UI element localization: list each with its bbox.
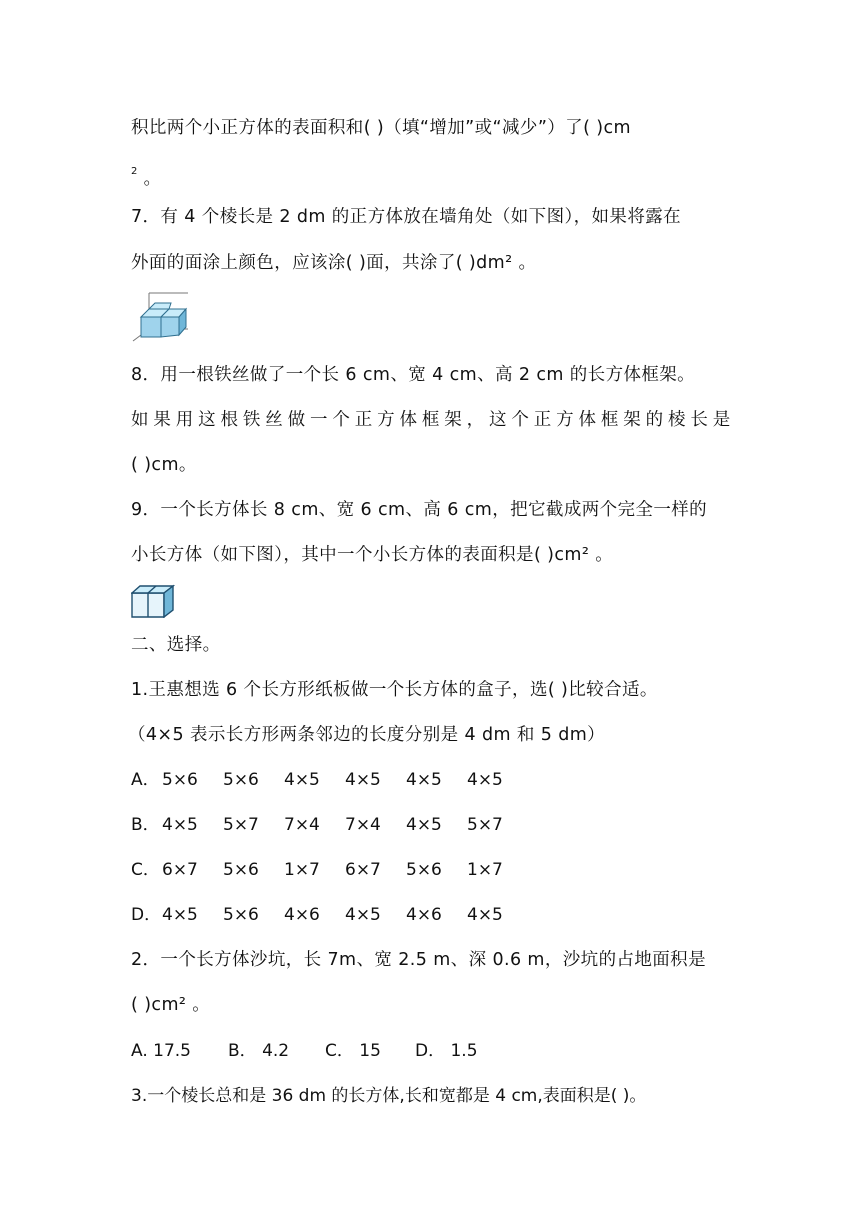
q8-char: 丝 [265,410,284,430]
option-item: 7×4 [345,815,381,835]
option-item: 5×7 [223,815,259,835]
q8-line-1: 8．用一根铁丝做了一个长 6 cm、宽 4 cm、高 2 cm 的长方体框架。 [131,365,696,385]
option-item: 7×4 [284,815,320,835]
q7-line-2: 外面的面涂上颜色，应该涂( )面，共涂了( )dm² 。 [131,253,537,273]
option-item: 4×5 [345,770,381,790]
option-item: 4×6 [284,905,320,925]
q6-superscript: 2 [131,166,138,177]
option-item: 1×7 [284,860,320,880]
option-label: A． [131,770,160,790]
option-item: 4×5 [162,815,198,835]
q6-text-line [131,116,631,140]
option-item: 6×7 [345,860,381,880]
q8-char: 用 [175,410,194,430]
q8-char: 架 [444,410,463,430]
q8-char: 如 [131,410,149,430]
option-item: A. 17.5 [131,1041,191,1061]
option-item: 6×7 [162,860,198,880]
option-item: 4×5 [406,815,442,835]
option-item: 4×5 [467,770,503,790]
q8-char: 这 [489,410,507,430]
q8-char: 方 [377,410,396,430]
option-item: 5×6 [406,860,442,880]
q6-period: 。 [143,169,161,189]
c2-line-1: 2．一个长方体沙坑，长 7m、宽 2.5 m、深 0.6 m，沙坑的占地面积是 [131,950,706,970]
wall-corner-cubes-figure [131,291,191,343]
q8-char: 做 [287,410,306,430]
q6-text: 积比两个小正方体的表面积和( )（填“增加”或“减少”）了( )cm [131,118,631,138]
q8-char: 是 [712,410,731,430]
c1-line-2: （4×5 表示长方形两条邻边的长度分别是 4 dm 和 5 dm） [128,725,606,745]
option-label: B． [131,815,160,835]
section-heading: 二、选择。 [131,635,221,655]
option-item: C． 15 [325,1041,381,1061]
split-cuboid-figure [131,584,175,618]
option-item: 5×7 [467,815,503,835]
option-item: 4×6 [406,905,442,925]
option-item: 4×5 [345,905,381,925]
option-item: 4×5 [284,770,320,790]
option-item: 4×5 [162,905,198,925]
q9-line-1: 9．一个长方体长 8 cm、宽 6 cm、高 6 cm，把它截成两个完全一样的 [131,500,708,520]
q6-superscript-line [131,160,161,191]
q8-char: 一 [310,410,328,430]
option-item: 5×6 [223,905,259,925]
q8-char: 架 [623,410,642,430]
q8-char: ， [466,410,485,430]
c3-line-1: 3.一个棱长总和是 36 dm 的长方体,长和宽都是 4 cm,表面积是( )。 [131,1086,647,1106]
option-item: 4×5 [467,905,503,925]
option-label: C． [131,860,160,880]
option-item: 1×7 [467,860,503,880]
option-item: 5×6 [162,770,198,790]
q8-char: 个 [332,410,351,430]
option-item: 5×6 [223,860,259,880]
option-label: D． [131,905,162,925]
q8-char: 方 [556,410,575,430]
q8-char: 根 [220,410,239,430]
q8-char: 体 [399,410,418,430]
q9-line-2: 小长方体（如下图），其中一个小长方体的表面积是( )cm² 。 [131,545,614,565]
option-item: 4×5 [406,770,442,790]
option-item: D． 1.5 [415,1041,478,1061]
q8-char: 个 [511,410,530,430]
option-item: B． 4.2 [228,1041,290,1061]
q8-char: 长 [690,410,709,430]
q8-char: 的 [645,410,664,430]
q8-char: 铁 [242,410,261,430]
q8-char: 这 [198,410,217,430]
q8-char: 正 [533,410,552,430]
c2-line-2: ( )cm² 。 [131,995,211,1015]
q8-line-3: ( )cm。 [131,455,197,475]
q7-line-1: 7．有 4 个棱长是 2 dm 的正方体放在墙角处（如下图），如果将露在 [131,207,682,227]
q8-char: 果 [153,410,172,430]
q8-line-2 [131,408,731,432]
option-item: 5×6 [223,770,259,790]
q8-char: 体 [578,410,597,430]
q8-char: 正 [354,410,373,430]
q8-char: 框 [421,410,440,430]
q8-char: 框 [600,410,619,430]
q8-char: 棱 [668,410,686,430]
c1-line-1: 1.王惠想选 6 个长方形纸板做一个长方体的盒子，选( )比较合适。 [131,680,658,700]
